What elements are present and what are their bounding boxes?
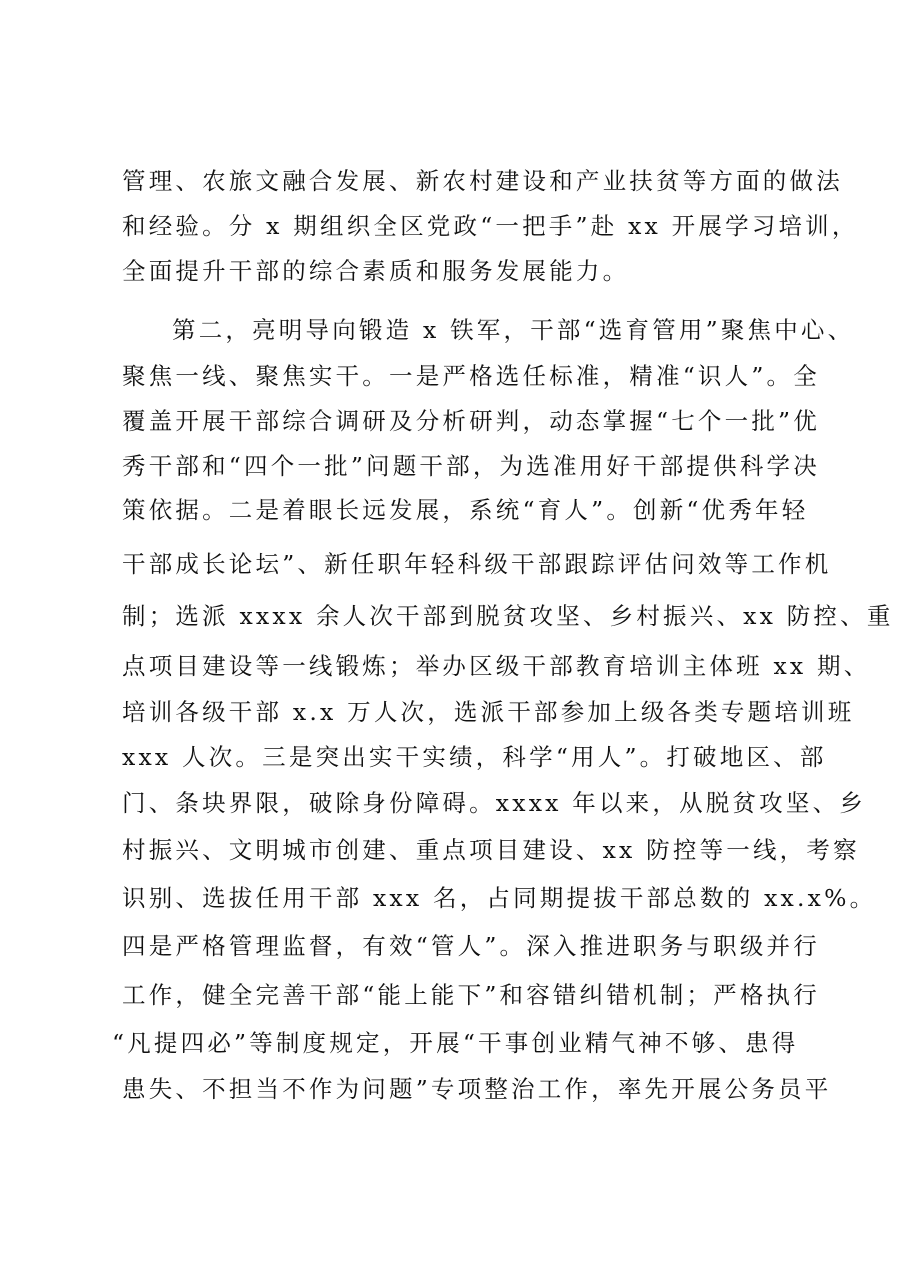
text-line: 策依据。二是着眼长远发展，系统“育人”。创新“优秀年轻 [122, 496, 809, 524]
text-line: 秀干部和“四个一批”问题干部，为选准用好干部提供科学决 [122, 452, 820, 480]
text-line: 门、条块界限，破除身份障碍。xxxx 年以来，从脱贫攻坚、乡 [122, 789, 866, 817]
text-line: xxx 人次。三是突出实干实绩，科学“用人”。打破地区、部 [122, 743, 827, 771]
text-line: 和经验。分 x 期组织全区党政“一把手”赴 xx 开展学习培训， [122, 212, 859, 240]
text-line: 患失、不担当不作为问题”专项整治工作，率先开展公务员平 [122, 1075, 832, 1103]
text-line: “凡提四必”等制度规定，开展“干事创业精气神不够、患得 [112, 1029, 799, 1057]
text-line: 工作，健全完善干部“能上能下”和容错纠错机制；严格执行 [122, 981, 820, 1009]
text-line: 识别、选拔任用干部 xxx 名，占同期提拔干部总数的 xx.x%。 [122, 884, 877, 912]
text-line: 培训各级干部 x.x 万人次，选派干部参加上级各类专题培训班 [122, 698, 855, 726]
text-line: 覆盖开展干部综合调研及分析研判，动态掌握“七个一批”优 [122, 407, 820, 435]
text-line: 点项目建设等一线锻炼；举办区级干部教育培训主体班 xx 期、 [122, 652, 871, 680]
text-line: 村振兴、文明城市创建、重点项目建设、xx 防控等一线，考察 [122, 836, 860, 864]
text-line: 干部成长论坛”、新任职年轻科级干部跟踪评估问效等工作机 [122, 550, 832, 578]
text-line: 管理、农旅文融合发展、新农村建设和产业扶贫等方面的做法 [122, 167, 843, 195]
text-line: 四是严格管理监督，有效“管人”。深入推进职务与职级并行 [122, 932, 820, 960]
paragraph-first-line: 第二，亮明导向锻造 x 铁军，干部“选育管用”聚焦中心、 [172, 316, 855, 344]
text-line: 制；选派 xxxx 余人次干部到脱贫攻坚、乡村振兴、xx 防控、重 [122, 602, 894, 630]
text-line: 聚焦一线、聚焦实干。一是严格选任标准，精准“识人”。全 [122, 362, 820, 390]
text-line: 全面提升干部的综合素质和服务发展能力。 [122, 257, 630, 285]
